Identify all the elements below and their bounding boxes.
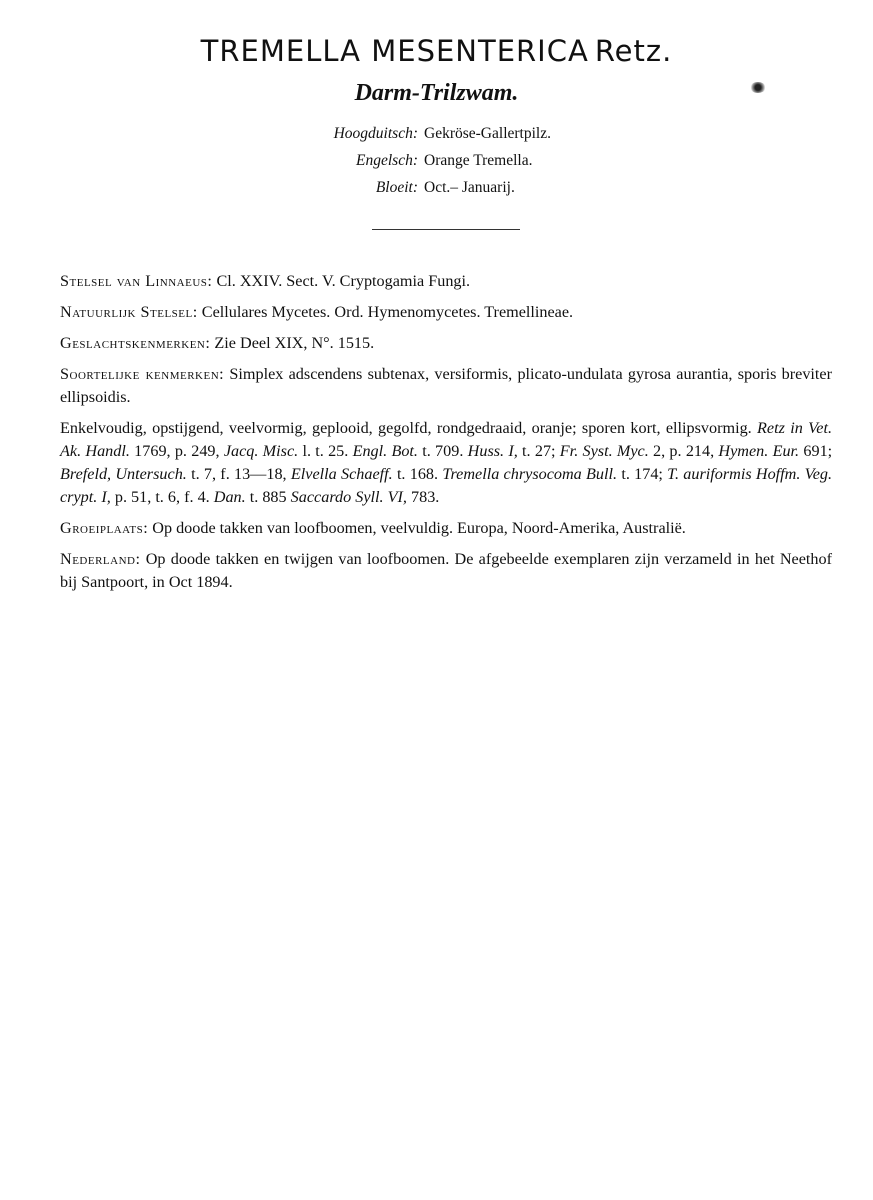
section-geslacht — [60, 332, 832, 355]
section-soort — [60, 363, 832, 409]
desc-text: t. 168. — [396, 465, 439, 483]
section-text: Op doode takken van loofboomen, veelvuldig. Europa, Noord-Amerika, Australië. — [152, 519, 686, 537]
desc-ref: Huss. I, — [467, 442, 518, 460]
section-text: Simplex adscendens subtenax, versiformis, plicato-undulata gyrosa aurantia, sporis breviter ellipsoidis. — [60, 365, 832, 406]
section-text: Cl. XXIV. Sect. V. Cryptogamia Fungi. — [216, 272, 471, 290]
desc-text: 783. — [411, 488, 440, 506]
desc-text: t. 174; — [621, 465, 663, 483]
section-linnaeus — [60, 270, 832, 293]
desc-text: l. t. 25. — [302, 442, 349, 460]
desc-ref: Fr. Syst. Myc. — [559, 442, 649, 460]
desc-ref: T. auriformis Hoffm. Veg. crypt. I, — [60, 465, 833, 506]
desc-text: t. 709. — [422, 442, 464, 460]
desc-text: 2, p. 214, — [653, 442, 715, 460]
section-label: Stelsel van Linnaeus: — [60, 272, 213, 290]
section-natuurlijk — [60, 301, 832, 324]
desc-ref: Jacq. Misc. — [223, 442, 299, 460]
section-label: Geslachtskenmerken: — [60, 334, 211, 352]
desc-ref: Engl. Bot. — [352, 442, 418, 460]
name-row-german — [0, 120, 873, 147]
desc-text: t. 885 — [249, 488, 287, 506]
divider-rule — [372, 229, 520, 230]
name-value: Orange Tremella. — [424, 152, 533, 169]
name-row-flowering — [0, 174, 873, 201]
section-text: Op doode takken en twijgen van loofboomen. De afgebeelde exemplaren zijn verzameld in het Neethof bij Santpoort, in Oct 1894. — [60, 550, 832, 591]
desc-ref: Saccardo Syll. VI, — [290, 488, 407, 506]
desc-text: 691; — [803, 442, 833, 460]
title-species: TREMELLA MESENTERICA — [200, 34, 589, 68]
section-label: Natuurlijk Stelsel: — [60, 303, 198, 321]
name-label: Hoogduitsch: — [333, 125, 418, 142]
page-subtitle: Darm-Trilzwam. — [354, 80, 519, 106]
desc-ref: Retz in Vet. Ak. Handl. — [60, 419, 832, 460]
desc-text: t. 7, f. 13—18, — [191, 465, 287, 483]
section-text: Cellulares Mycetes. Ord. Hymenomycetes. Tremellineae. — [201, 303, 574, 321]
name-label: Engelsch: — [356, 152, 418, 169]
section-nederland — [60, 548, 832, 594]
common-names — [0, 120, 873, 201]
section-label: Groeiplaats: — [60, 519, 149, 537]
desc-ref: Dan. — [213, 488, 246, 506]
section-text: Zie Deel XIX, N°. 1515. — [214, 334, 375, 352]
desc-text: t. 27; — [522, 442, 556, 460]
ink-speck — [750, 82, 766, 93]
document-body — [60, 270, 832, 602]
name-value: Gekröse-Gallertpilz. — [424, 125, 551, 142]
name-row-english — [0, 147, 873, 174]
desc-text: p. 51, t. 6, f. 4. — [114, 488, 210, 506]
title-author: Retz. — [594, 34, 673, 68]
section-label: Soortelijke kenmerken: — [60, 365, 225, 383]
page-title — [0, 34, 873, 68]
desc-ref: Brefeld, Untersuch. — [60, 465, 187, 483]
name-label: Bloeit: — [375, 179, 418, 196]
desc-text: 1769, p. 249, — [134, 442, 220, 460]
section-label: Nederland: — [60, 550, 141, 568]
desc-ref: Tremella chrysocoma Bull. — [442, 465, 618, 483]
desc-ref: Elvella Schaeff. — [290, 465, 393, 483]
section-groeiplaats — [60, 517, 832, 540]
name-value: Oct.– Januarij. — [424, 179, 515, 196]
desc-text: Enkelvoudig, opstijgend, veelvormig, geplooid, gegolfd, rondgedraaid, oranje; sporen kort, ellipsvormig. — [60, 419, 752, 437]
section-description — [60, 417, 832, 509]
desc-ref: Hymen. Eur. — [718, 442, 800, 460]
